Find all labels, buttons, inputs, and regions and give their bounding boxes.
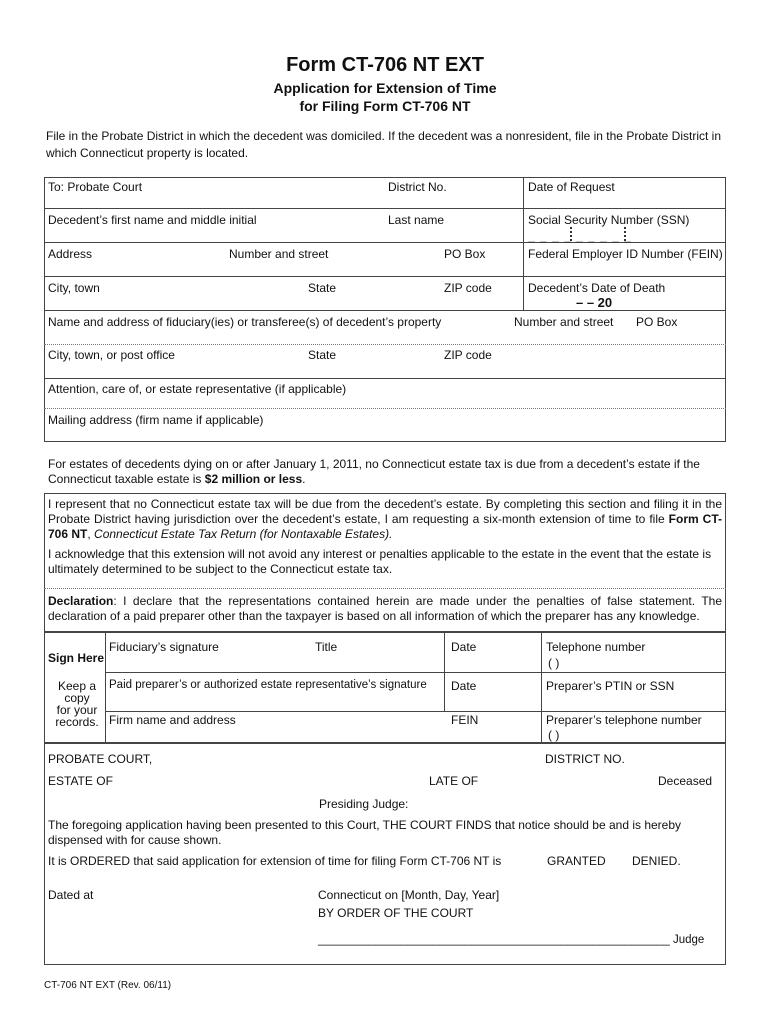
telephone-field[interactable]: Telephone number xyxy=(546,640,646,654)
mailing-address-field[interactable]: Mailing address (firm name if applicable) xyxy=(48,413,264,427)
fein-field[interactable]: Federal Employer ID Number (FEIN) xyxy=(528,247,723,261)
address-field[interactable]: Address xyxy=(48,247,93,261)
telephone-paren: ( ) xyxy=(548,656,560,670)
city-post-office-field[interactable]: City, town, or post office xyxy=(48,348,175,362)
zip-label: ZIP code xyxy=(444,281,492,295)
deceased-label: Deceased xyxy=(658,774,713,788)
sign-here-label: Sign Here xyxy=(48,651,105,665)
fiduciary-zip-label: ZIP code xyxy=(444,348,492,362)
preparer-fein-field[interactable]: FEIN xyxy=(451,713,479,727)
threshold-notice: For estates of decedents dying on or after January 1, 2011, no Connecticut estate tax is due from a decedent’s estate if the Connecticut taxable estate is $2 million or less. xyxy=(48,457,700,486)
form-subtitle-1: Application for Extension of Time xyxy=(273,80,497,96)
date-of-death-blank: – – 20 xyxy=(576,295,613,310)
fiduciary-number-street-label: Number and street xyxy=(514,315,614,329)
sign-date-field[interactable]: Date xyxy=(451,640,477,654)
estate-of-label: ESTATE OF xyxy=(48,774,113,788)
late-of-label: LATE OF xyxy=(429,774,479,788)
form-subtitle-2: for Filing Form CT-706 NT xyxy=(299,98,471,114)
first-name-field[interactable]: Decedent’s first name and middle initial xyxy=(48,213,257,227)
court-findings-text: The foregoing application having been presented to this Court, THE COURT FINDS that notice should be and is hereby dispensed with for cause shown. xyxy=(48,818,682,847)
ptin-field[interactable]: Preparer’s PTIN or SSN xyxy=(546,679,675,693)
representation-text: I represent that no Connecticut estate tax will be due from the decedent’s estate. By completing this section and filing it in the Probate District having jurisdiction over the decedent’s estate, I am requesting a six-month extension of time to file Form CT-706 NT, Connecticut Estate Tax Return (for Nontaxable Estates). xyxy=(48,497,722,541)
judge-signature-line[interactable]: _______________________________________________________ Judge xyxy=(318,934,705,946)
keep-copy-4: records. xyxy=(55,715,99,729)
dated-at-label: Dated at xyxy=(48,888,94,902)
intro-text: File in the Probate District in which the decedent was domiciled. If the decedent was a nonresident, file in the Probate District in which Connecticut property is located. xyxy=(46,129,722,160)
court-order-text: It is ORDERED that said application for extension of time for filing Form CT-706 NT is xyxy=(48,854,502,868)
date-of-death-field[interactable]: Decedent’s Date of Death xyxy=(528,281,666,295)
date-of-request-field[interactable]: Date of Request xyxy=(528,180,615,194)
fiduciary-name-field[interactable]: Name and address of fiduciary(ies) or transferee(s) of decedent’s property xyxy=(48,315,442,329)
state-label: State xyxy=(308,281,337,295)
district-no-label: District No. xyxy=(388,180,447,194)
form-revision-footer: CT-706 NT EXT (Rev. 06/11) xyxy=(44,980,172,991)
last-name-field[interactable]: Last name xyxy=(388,213,445,227)
city-town-field[interactable]: City, town xyxy=(48,281,100,295)
granted-option[interactable]: GRANTED xyxy=(547,854,606,868)
denied-option[interactable]: DENIED. xyxy=(632,854,681,868)
probate-court-label: PROBATE COURT, xyxy=(48,752,153,766)
fiduciary-state-label: State xyxy=(308,348,337,362)
firm-name-field[interactable]: Firm name and address xyxy=(109,713,236,727)
declaration-text: Declaration: I declare that the representations contained herein are made under the penalties of false statement. The declaration of a paid preparer other than the taxpayer is based on all information of which the preparer has any knowledge. xyxy=(48,594,722,623)
preparer-date-field[interactable]: Date xyxy=(451,679,477,693)
preparer-telephone-paren: ( ) xyxy=(548,728,560,742)
title-field[interactable]: Title xyxy=(315,640,338,654)
ssn-blank: _ _ _ _ _ _ _ _ _ xyxy=(528,229,632,243)
keep-copy-3: for your xyxy=(56,703,98,717)
fiduciary-signature-field[interactable]: Fiduciary’s signature xyxy=(109,640,219,654)
presiding-judge-label: Presiding Judge: xyxy=(319,797,409,811)
keep-copy-1: Keep a xyxy=(57,679,97,693)
preparer-telephone-field[interactable]: Preparer’s telephone number xyxy=(546,713,702,727)
acknowledge-text: I acknowledge that this extension will not avoid any interest or penalties applicable to the estate in the event that the estate is ultimately determined to be subject to the Connecticut estate tax. xyxy=(48,547,712,576)
number-street-label: Number and street xyxy=(229,247,329,261)
fiduciary-po-box-label: PO Box xyxy=(636,315,678,329)
connecticut-on-label: Connecticut on [Month, Day, Year] xyxy=(318,888,500,902)
preparer-signature-field[interactable]: Paid preparer’s or authorized estate representative’s signature xyxy=(109,679,427,691)
court-district-no-label: DISTRICT NO. xyxy=(545,752,625,766)
po-box-label: PO Box xyxy=(444,247,486,261)
attention-field[interactable]: Attention, care of, or estate representative (if applicable) xyxy=(48,382,347,396)
form-title: Form CT-706 NT EXT xyxy=(286,54,484,76)
ssn-field[interactable]: Social Security Number (SSN) xyxy=(528,213,690,227)
keep-copy-2: copy xyxy=(64,691,90,705)
to-probate-court-field[interactable]: To: Probate Court xyxy=(48,180,143,194)
by-order-label: BY ORDER OF THE COURT xyxy=(318,906,474,920)
